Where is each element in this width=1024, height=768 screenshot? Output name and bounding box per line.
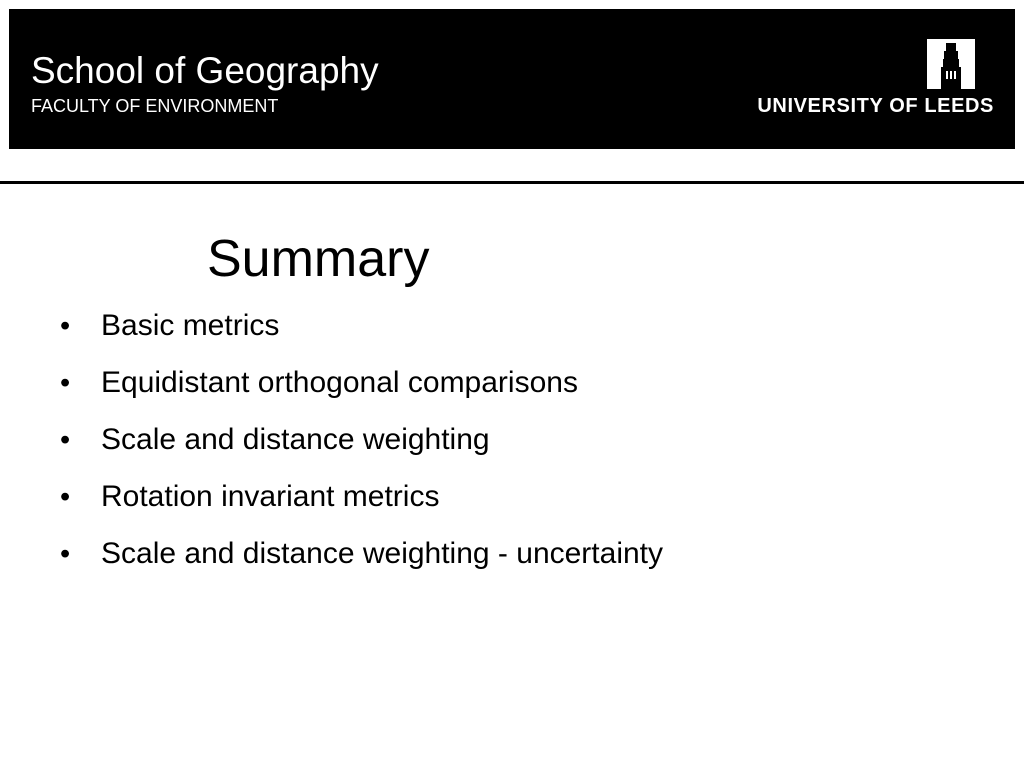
bullet-marker: • <box>60 310 71 342</box>
bullet-text: Scale and distance weighting - uncertainty <box>101 537 664 570</box>
header-divider <box>0 181 1024 184</box>
bullet-marker: • <box>60 367 71 399</box>
bullet-marker: • <box>60 424 71 456</box>
bullet-text: Basic metrics <box>101 309 280 342</box>
slide-title: Summary <box>207 230 430 288</box>
school-title: School of Geography <box>31 50 379 91</box>
bullet-text: Equidistant orthogonal comparisons <box>101 366 578 399</box>
faculty-subtitle: FACULTY OF ENVIRONMENT <box>31 96 279 116</box>
bullet-text: Rotation invariant metrics <box>101 480 440 513</box>
university-tower-emblem-icon <box>927 39 975 89</box>
university-wordmark: UNIVERSITY OF LEEDS <box>757 95 994 117</box>
bullet-marker: • <box>60 481 71 513</box>
bullet-text: Scale and distance weighting <box>101 423 490 456</box>
bullet-marker: • <box>60 538 71 570</box>
